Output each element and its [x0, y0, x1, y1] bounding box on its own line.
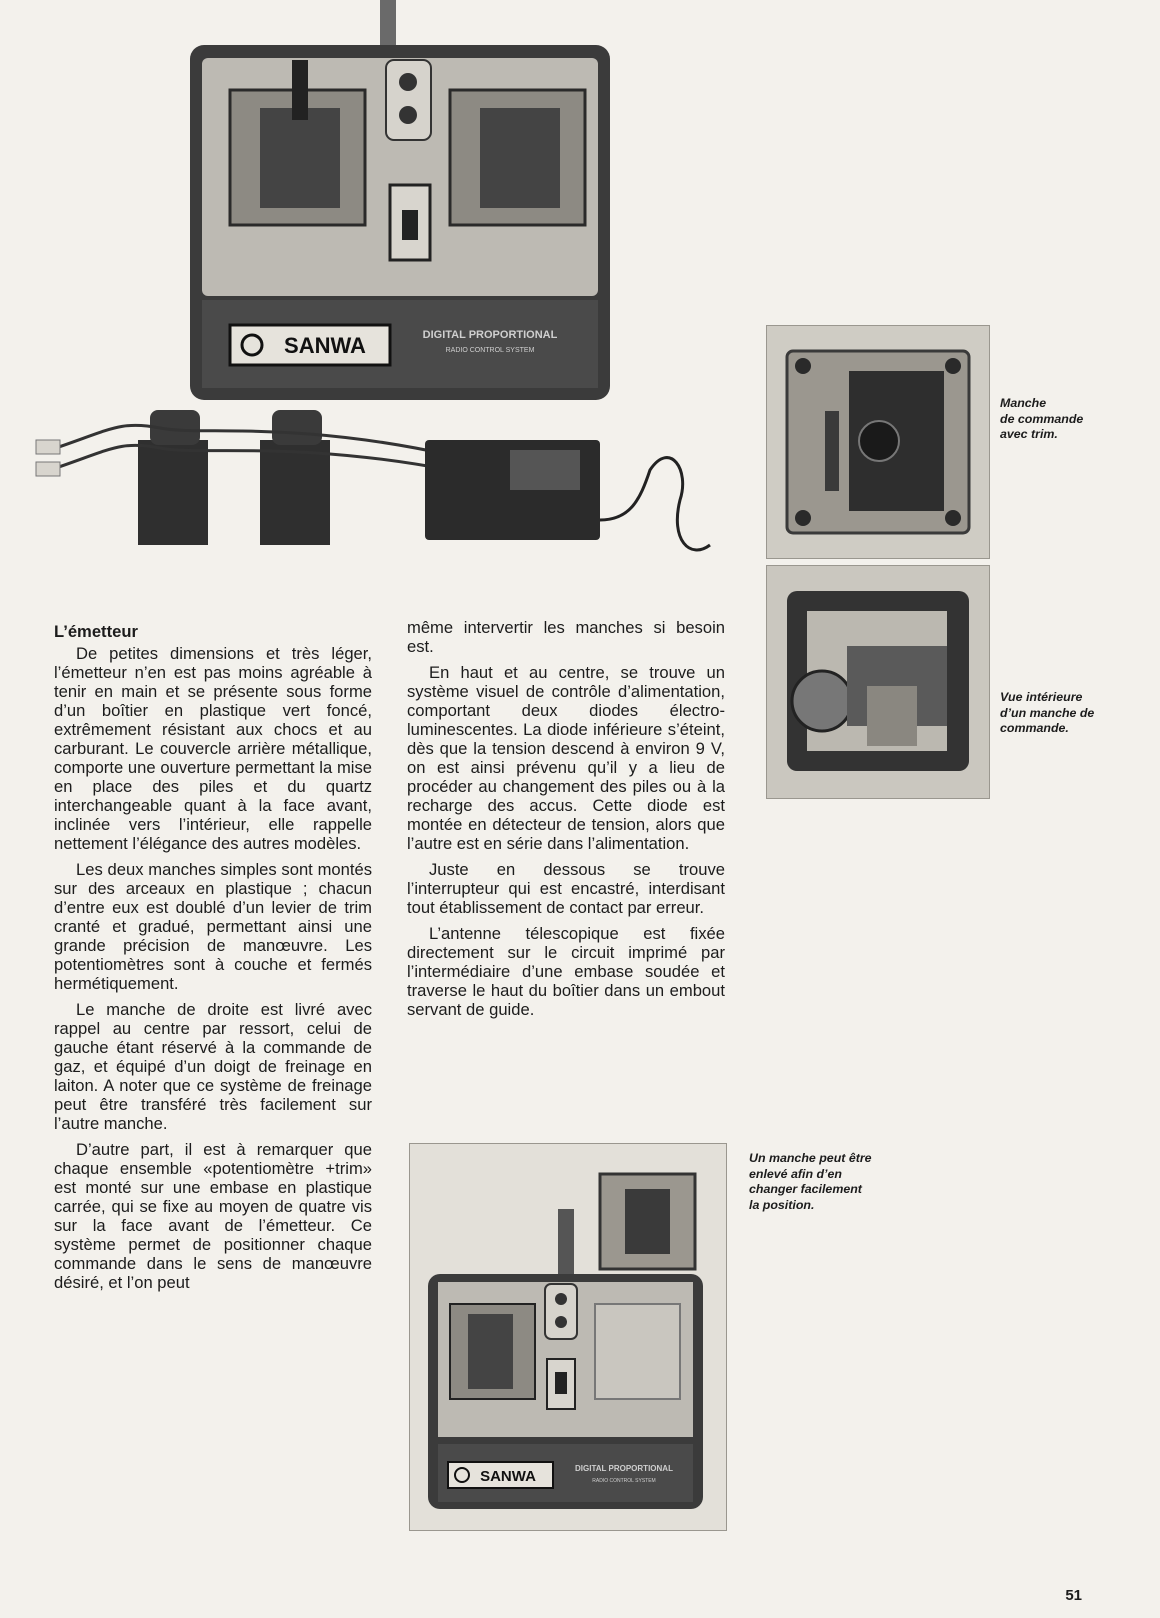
section-title: L’émetteur [54, 622, 138, 641]
system-label-small: DIGITAL PROPORTIONAL [575, 1464, 673, 1473]
page-number: 51 [1065, 1587, 1082, 1604]
brand-label: SANWA [284, 333, 366, 358]
system-sublabel-small: RADIO CONTROL SYSTEM [592, 1478, 656, 1484]
article-column-2 [407, 618, 725, 1026]
photo-stick-with-trim [766, 325, 990, 559]
system-sublabel: RADIO CONTROL SYSTEM [445, 347, 535, 354]
paragraph: De petites dimensions et très léger, l’émetteur n’en est pas moins agréable à tenir en main et se présente sous forme d’un boîtier en plastique vert foncé, extrêmement résistant aux chocs et au carburant. Le couvercle arrière métallique, comporte une ouverture permettant la mise en place des piles et du quartz interchangeable quant à la face avant, inclinée vers l’intérieur, elle rappelle nettement l’élégance des autres modèles. [54, 644, 372, 853]
paragraph: Le manche de droite est livré avec rappel au centre par ressort, celui de gauche étant réservé à la commande de gaz, et équipé d’un doigt de freinage en laiton. A noter que ce système de freinage peut être transféré très facilement sur l’autre manche. [54, 1000, 372, 1133]
caption-stick-interior: Vue intérieure d’un manche de commande. [1000, 690, 1095, 735]
caption-stick-with-trim: Manche de commande avec trim. [1000, 396, 1084, 441]
photo-transmitter-set [30, 0, 730, 575]
stick-interior-illustration [767, 566, 989, 798]
paragraph: même intervertir les manches si besoin est. [407, 618, 725, 656]
photo-stick-interior [766, 565, 990, 799]
stick-with-trim-illustration [767, 326, 989, 558]
photo-removable-stick [409, 1143, 727, 1531]
article-column-1 [54, 622, 372, 1299]
paragraph: Les deux manches simples sont montés sur des arceaux en plastique ; chacun d’entre eux est doublé d’un levier de trim cranté et gradué, permettant ainsi une grande précision de manœuvre. Les potentiomètres sont à couche et fermés hermétiquement. [54, 860, 372, 993]
brand-label-small: SANWA [480, 1468, 536, 1485]
system-label: DIGITAL PROPORTIONAL [422, 329, 558, 341]
caption-removable-stick: Un manche peut être enlevé afin d’en changer facilement la position. [749, 1151, 872, 1212]
transmitter-set-illustration [30, 0, 730, 575]
paragraph: D’autre part, il est à remarquer que chaque ensemble «potentiomètre +trim» est monté sur une embase en plastique carrée, qui se fixe au moyen de quatre vis sur la face avant de l’émetteur. Ce système permet de positionner chaque commande dans le sens de manœuvre désiré, et l’on peut [54, 1140, 372, 1292]
paragraph: En haut et au centre, se trouve un système visuel de contrôle d’alimentation, comportant deux diodes électro-luminescentes. La diode inférieure s’éteint, dès que la tension descend à environ 9 V, on est ainsi prévenu qu’il y a lieu de procéder au changement des piles ou à la recharge des accus. Cette diode est montée en détecteur de tension, alors que l’autre est en série dans l’alimentation. [407, 663, 725, 853]
removable-stick-illustration [410, 1144, 726, 1530]
paragraph: L’antenne télescopique est fixée directement sur le circuit imprimé par l’intermédiaire d’une embase soudée et traverse le haut du boîtier dans un embout servant de guide. [407, 924, 725, 1019]
paragraph: Juste en dessous se trouve l’interrupteur qui est encastré, interdisant tout établissement de contact par erreur. [407, 860, 725, 917]
